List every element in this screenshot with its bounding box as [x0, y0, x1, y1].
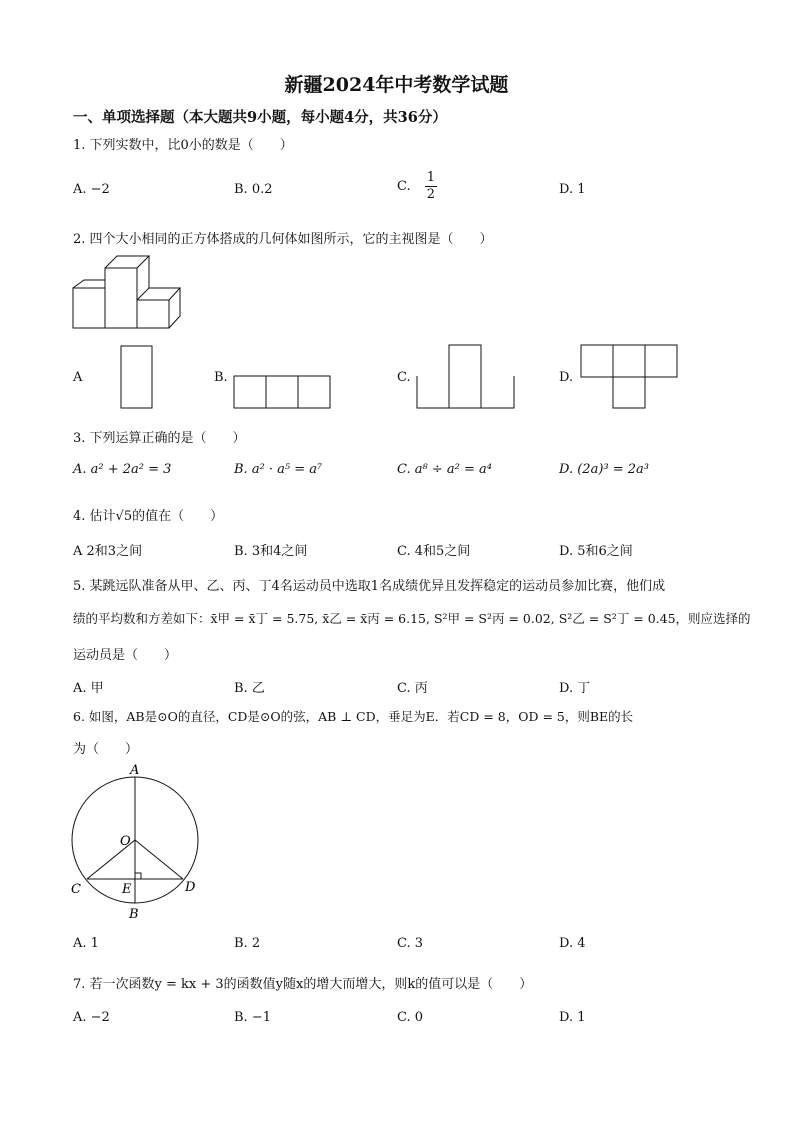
- question-7-option-a: A. −2: [73, 1010, 110, 1025]
- question-3-option-a: A. a² + 2a² = 3: [73, 462, 172, 477]
- option-b-figure: [233, 375, 333, 410]
- question-5-stem-line-2: 绩的平均数和方差如下：x̄甲 = x̄丁 = 5.75, x̄乙 = x̄丙 = 6.15, S²甲 = S²丙 = 0.02, S²乙 = S²丁 = 0.45，则应选择的: [73, 611, 751, 626]
- question-4-option-c: C. 4和5之间: [397, 544, 471, 559]
- question-4-option-a: A 2和3之间: [73, 544, 143, 559]
- question-1-option-d: D. 1: [559, 182, 586, 197]
- question-2-option-b: B.: [214, 370, 228, 385]
- point-b-label: B: [129, 907, 139, 922]
- question-2-option-d: D.: [559, 370, 574, 385]
- question-5-option-c: C. 丙: [397, 681, 428, 696]
- question-6-option-b: B. 2: [234, 936, 261, 951]
- question-5-stem-line-1: 5. 某跳远队准备从甲、乙、丙、丁4名运动员中选取1名成绩优异且发挥稳定的运动员参加比赛，他们成: [73, 579, 666, 594]
- point-e-label: E: [122, 882, 132, 897]
- question-3-option-d: D. (2a)³ = 2a³: [559, 462, 649, 477]
- question-6-stem-line-2: 为（ ）: [73, 742, 139, 757]
- question-1-stem: 1. 下列实数中，比0小的数是（ ）: [73, 138, 293, 153]
- question-2-option-c: C.: [397, 370, 411, 385]
- cube-solid-figure: [70, 252, 190, 334]
- point-d-label: D: [185, 880, 196, 895]
- option-c-label: C.: [397, 179, 411, 194]
- option-a-figure: [120, 345, 154, 409]
- question-3-stem: 3. 下列运算正确的是（ ）: [73, 431, 246, 446]
- question-4-option-b: B. 3和4之间: [234, 544, 308, 559]
- fraction-numerator: 1: [426, 170, 436, 185]
- question-7-stem: 7. 若一次函数y = kx + 3的函数值y随x的增大而增大，则k的值可以是（ ）: [73, 977, 533, 992]
- question-3-option-c: C. a⁸ ÷ a² = a⁴: [397, 462, 492, 477]
- question-1-option-a: A. −2: [73, 182, 110, 197]
- question-5-option-a: A. 甲: [73, 681, 104, 696]
- point-a-label: A: [130, 763, 140, 778]
- point-o-label: O: [120, 834, 131, 849]
- fraction: [425, 170, 437, 203]
- question-6-stem-line-1: 6. 如图，AB是⊙O的直径，CD是⊙O的弦，AB ⊥ CD，垂足为E．若CD = 8，OD = 5，则BE的长: [73, 709, 634, 724]
- question-6-option-d: D. 4: [559, 936, 586, 951]
- question-2-option-a: A: [73, 370, 83, 385]
- page-title: 新疆2024年中考数学试题: [284, 74, 509, 96]
- question-2-stem: 2. 四个大小相同的正方体搭成的几何体如图所示，它的主视图是（ ）: [73, 232, 493, 247]
- point-c-label: C: [71, 882, 81, 897]
- option-c-figure: [416, 344, 516, 410]
- question-4-option-d: D. 5和6之间: [559, 544, 633, 559]
- question-4-stem: 4. 估计√5的值在（ ）: [73, 509, 224, 524]
- question-5-stem-line-3: 运动员是（ ）: [73, 648, 178, 663]
- question-1-option-c: [397, 170, 437, 203]
- question-3-option-b: B. a² · a⁵ = a⁷: [234, 462, 323, 477]
- question-7-option-c: C. 0: [397, 1010, 424, 1025]
- section-heading: 一、单项选择题（本大题共9小题，每小题4分，共36分）: [73, 109, 447, 126]
- question-6-option-a: A. 1: [73, 936, 99, 951]
- question-7-option-d: D. 1: [559, 1010, 586, 1025]
- question-5-option-b: B. 乙: [234, 681, 265, 696]
- option-d-figure: [580, 344, 680, 410]
- question-6-option-c: C. 3: [397, 936, 424, 951]
- circle-geometry-figure: [66, 762, 216, 922]
- question-5-option-d: D. 丁: [559, 681, 591, 696]
- question-7-option-b: B. −1: [234, 1010, 271, 1025]
- fraction-denominator: 2: [426, 187, 436, 202]
- question-1-option-b: B. 0.2: [234, 182, 273, 197]
